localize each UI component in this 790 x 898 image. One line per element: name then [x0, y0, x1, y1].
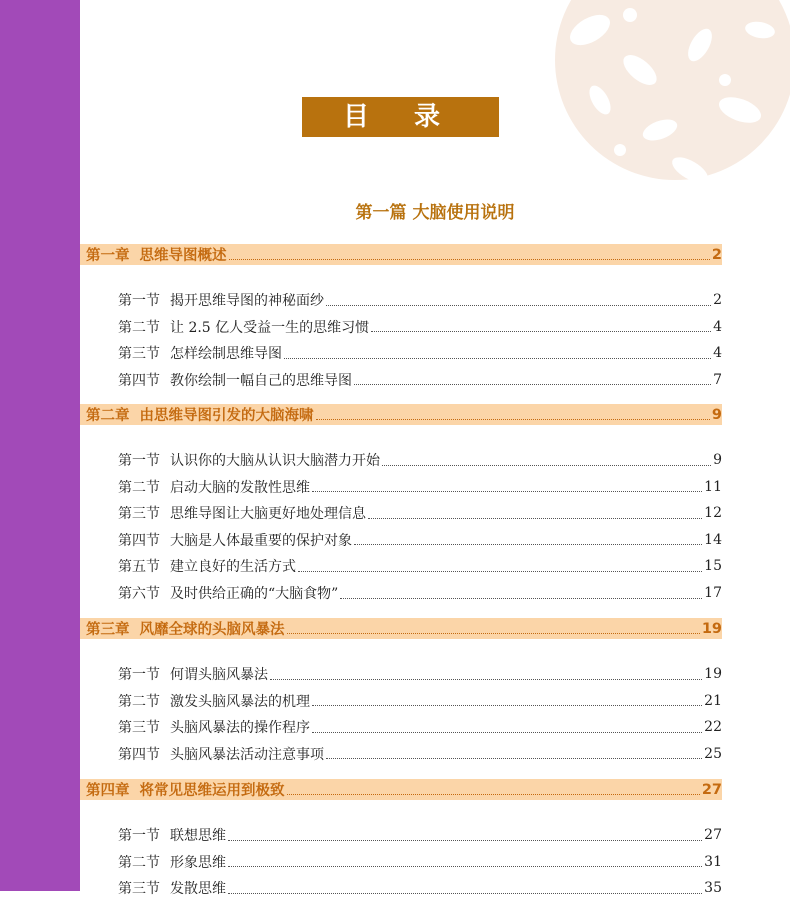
section-entry: [118, 290, 722, 310]
section-page-number: 35: [704, 880, 722, 897]
chapter-heading: [80, 244, 722, 265]
section-label: 第二节: [118, 479, 160, 496]
dot-leader: [287, 782, 700, 795]
chapter-label: 第一章: [86, 248, 130, 264]
chapter-label: 第四章: [86, 783, 130, 799]
dot-leader: [287, 621, 700, 634]
section-title: 联想思维: [170, 828, 226, 844]
section-entry: [118, 825, 722, 845]
part-title: 第一篇 大脑使用说明: [355, 203, 515, 223]
section-page-number: 19: [704, 666, 722, 682]
chapter-label: 第二章: [86, 408, 130, 424]
chapter-title: 由思维导图引发的大脑海啸: [139, 408, 314, 424]
section-entry: [118, 477, 722, 497]
dot-leader: [368, 506, 702, 519]
section-entry: [118, 530, 722, 550]
section-page-number: 31: [704, 853, 722, 870]
dot-leader: [354, 532, 702, 545]
section-label: 第四节: [118, 532, 160, 549]
section-page-number: 9: [713, 452, 722, 468]
dot-leader: [298, 559, 702, 572]
section-label: 第三节: [118, 346, 160, 363]
dot-leader: [326, 293, 711, 306]
section-title: 建立良好的生活方式: [170, 559, 296, 576]
chapter-page-number: 2: [711, 246, 722, 263]
chapter-page-number: 27: [701, 781, 722, 798]
section-label: 第二节: [118, 319, 160, 336]
section-label: 第五节: [118, 559, 160, 576]
section-title: 怎样绘制思维导图: [170, 346, 282, 363]
section-label: 第六节: [118, 586, 160, 602]
section-label: 第三节: [118, 506, 160, 523]
section-title: 启动大脑的发散性思维: [170, 479, 310, 496]
section-entry: [118, 691, 722, 711]
section-title: 认识你的大脑从认识大脑潜力开始: [170, 453, 380, 469]
section-title: 揭开思维导图的神秘面纱: [170, 293, 324, 309]
section-title: 教你绘制一幅自己的思维导图: [170, 372, 352, 389]
section-page-number: 11: [704, 478, 722, 495]
section-page-number: 15: [704, 558, 722, 575]
section-title: 激发头脑风暴法的机理: [170, 693, 310, 710]
section-entry: [118, 583, 722, 603]
section-label: 第一节: [118, 293, 160, 309]
section-entry: [118, 317, 722, 337]
dot-leader: [228, 854, 702, 867]
section-page-number: 17: [704, 585, 722, 601]
section-title: 思维导图让大脑更好地处理信息: [170, 506, 366, 523]
section-page-number: 7: [713, 371, 722, 388]
section-page-number: 21: [704, 692, 722, 709]
dot-leader: [228, 828, 702, 841]
section-entry: [118, 450, 722, 470]
section-title: 头脑风暴法的操作程序: [170, 720, 310, 737]
section-title: 发散思维: [170, 881, 226, 898]
dot-leader: [326, 746, 702, 759]
section-entry: [118, 556, 722, 576]
section-label: 第二节: [118, 693, 160, 710]
section-label: 第二节: [118, 854, 160, 871]
dot-leader: [312, 693, 702, 706]
section-entry: [118, 717, 722, 737]
section-page-number: 4: [713, 318, 722, 335]
section-entry: [118, 503, 722, 523]
dot-leader: [371, 319, 711, 332]
section-page-number: 25: [704, 745, 722, 762]
section-label: 第一节: [118, 453, 160, 469]
section-label: 第一节: [118, 667, 160, 683]
dot-leader: [312, 479, 702, 492]
chapter-heading: [80, 779, 722, 800]
dot-leader: [312, 720, 702, 733]
section-label: 第三节: [118, 720, 160, 737]
section-label: 第四节: [118, 372, 160, 389]
section-title: 让 2.5 亿人受益一生的思维习惯: [170, 319, 370, 336]
section-label: 第三节: [118, 881, 160, 898]
section-entry: [118, 878, 722, 898]
section-title: 及时供给正确的“大脑食物”: [170, 586, 339, 602]
dot-leader: [354, 372, 711, 385]
section-entry: [118, 664, 722, 684]
section-page-number: 14: [704, 531, 722, 548]
dot-leader: [229, 247, 710, 260]
dot-leader: [284, 346, 711, 359]
section-entry: [118, 370, 722, 390]
page-title: 目 录: [302, 97, 499, 137]
side-color-bar: [0, 0, 80, 891]
chapter-title: 风靡全球的头脑风暴法: [139, 622, 285, 638]
section-label: 第一节: [118, 828, 160, 844]
section-entry: [118, 343, 722, 363]
chapter-heading: [80, 618, 722, 639]
dot-leader: [316, 407, 710, 420]
dot-leader: [340, 586, 702, 599]
section-page-number: 4: [713, 345, 722, 362]
section-title: 大脑是人体最重要的保护对象: [170, 532, 352, 549]
section-page-number: 12: [704, 505, 722, 522]
section-page-number: 2: [713, 292, 722, 308]
chapter-heading: [80, 404, 722, 425]
dot-leader: [382, 453, 711, 466]
chapter-label: 第三章: [86, 622, 130, 638]
chapter-page-number: 9: [711, 406, 722, 423]
section-title: 何谓头脑风暴法: [170, 667, 268, 683]
section-page-number: 27: [704, 827, 722, 843]
section-title: 头脑风暴法活动注意事项: [170, 746, 324, 763]
chapter-title: 将常见思维运用到极致: [139, 783, 285, 799]
dot-leader: [228, 881, 702, 894]
section-page-number: 22: [704, 719, 722, 736]
section-title: 形象思维: [170, 854, 226, 871]
section-entry: [118, 744, 722, 764]
chapter-title: 思维导图概述: [139, 248, 227, 264]
dot-leader: [270, 667, 702, 680]
section-entry: [118, 852, 722, 872]
section-label: 第四节: [118, 746, 160, 763]
chapter-page-number: 19: [701, 620, 722, 637]
